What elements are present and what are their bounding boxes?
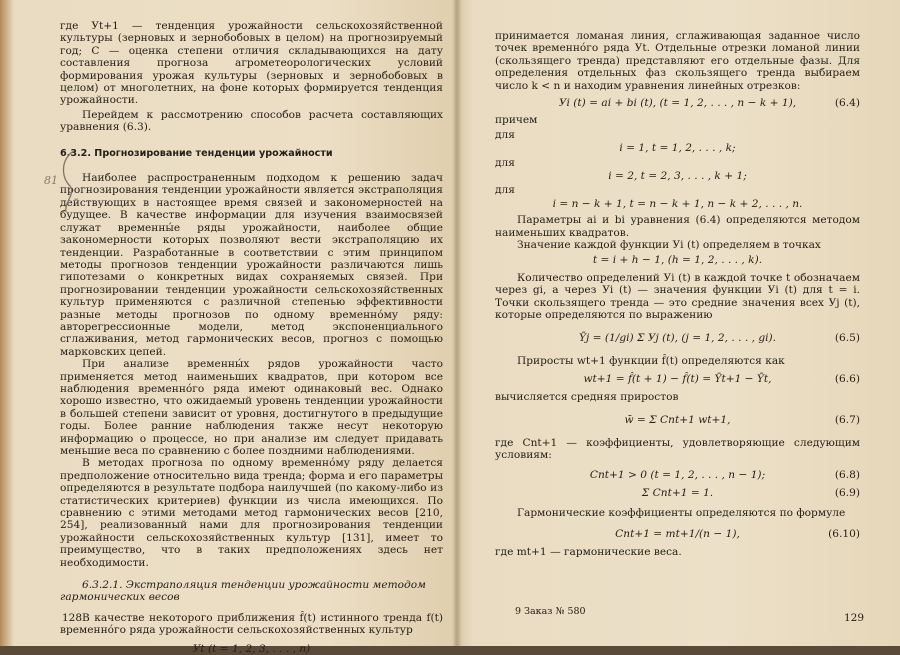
intro-paragraph: где Уt+1 — тенденция урожайности сельскохозяйственной культуры (зерновых и зернобобовых в целом) на прогнозируемый год; С — оценка степени отличия складывающихся на дату составления прогноза агрометеорологических условий формирования урожая культуры (зерновых и зернобобовых в целом) от многолетних, на фоне которых формируется тенденция урожайности. <box>60 20 443 107</box>
page-number-right: 129 <box>843 611 864 624</box>
paragraph-1: Наиболее распространенным подходом к решению задач прогнозирования тенденции урожайности является экстраполяция действующих в настоящее время связей и закономерностей на будущее. В качестве информации для изучения взаимосвязей служат временны́е ряды урожайности, наиболее общие закономерности которых позволяют вести экстраполяцию их тенденции. Разработанные в соответствии с этим принципом методы прогнозов тенденции урожайности различаются лишь гипотезами о конкретных видах сохраняемых связей. При прогнозировании тенденции урожайности сельскохозяйственных культур применяются с различной степенью эффективности разные методы прогнозов по одному временно́му ряду: авторегрессионные модели, метод экспоненциального сглаживания, метод гармонических весов, прогноз с помощью марковских цепей. <box>60 172 443 358</box>
formula-6-10 <box>495 528 860 540</box>
formula-6-4 <box>495 97 860 109</box>
formula-6-5 <box>495 331 860 346</box>
transition-paragraph: Перейдем к рассмотрению способов расчета составляющих уравнения (6.3). <box>60 108 443 134</box>
paragraph-4: В качестве некоторого приближения f̂(t) истинного тренда f(t) временно́го ряда урожайности сельскохозяйственных культур <box>60 611 443 637</box>
paragraph-5: Приросты wt+1 функции f̂(t) определяются как <box>517 354 785 367</box>
formula-6-7 <box>495 413 860 428</box>
equation-number: (6.4) <box>834 97 860 110</box>
paragraph-7: где Cnt+1 — коэффициенты, удовлетворяющие следующим условиям: <box>495 436 860 462</box>
paragraph-9: где mt+1 — гармонические веса. <box>495 546 682 559</box>
condition-1: i = 1, t = 1, 2, . . . , k; <box>619 142 736 155</box>
formula-text: Σ Cnt+1 = 1. <box>641 486 714 499</box>
section-heading: 6.3.2. Прогнозирование тенденции урожайности <box>60 147 333 159</box>
equation-number: (6.9) <box>834 486 860 499</box>
subsection-heading: 6.3.2.1. Экстраполяция тенденции урожайности методом гармонических весов <box>60 579 426 604</box>
pencil-margin-mark-icon <box>42 150 82 270</box>
equation-number: (6.8) <box>834 468 860 481</box>
formula-6-6 <box>495 373 860 385</box>
paragraph-1: принимается ломаная линия, сглаживающая заданное число точек временно́го ряда Уt. Отдельные отрезки ломаной линии (скользящего тренда) представляют его отдельные фазы. Для определения отдельных фаз скользящего тренда выбираем число k < n и находим уравнения линейных отрезков: <box>495 30 860 92</box>
formula-text: Ȳj = (1/gi) Σ Уj (t), (j = 1, 2, . . . , gi). <box>578 331 776 344</box>
formula-6-9 <box>495 487 860 499</box>
book-gutter <box>452 0 462 646</box>
paragraph-2: При анализе временны́х рядов урожайности часто применяется метод наименьших квадратов, при котором все наблюдения временно́го ряда имеют одинаковый вес. Однако хорошо известно, что ожидаемый уровень тенденции урожайности в большей степени зависит от уровня, достигнутого в предыдущие годы. Более ранние наблюдения также несут некоторую информацию о процессе, но при анализе им следует придавать меньшие веса по сравнению с более поздними наблюдениями. <box>60 358 443 457</box>
dlya-label: для <box>495 128 515 141</box>
condition-3: i = n − k + 1, t = n − k + 1, n − k + 2, . . . , n. <box>552 197 803 210</box>
paragraph-2: Параметры ai и bi уравнения (6.4) определяются методом наименьших квадратов. <box>495 214 860 239</box>
formula-6-8 <box>495 469 860 481</box>
paragraph-4: Количество определений Уi (t) в каждой точке t обозначаем через gi, а через Уi (t) — значения функции Уi (t) для t = i. Точки скользящего тренда — это средние значения всех Уj (t), которые определяются по выражению <box>495 271 860 322</box>
paragraph-8: Гармонические коэффициенты определяются по формуле <box>517 507 846 520</box>
right-page <box>455 0 900 646</box>
prichem-label: причем <box>495 114 538 127</box>
equation-number: (6.6) <box>834 372 860 385</box>
dlya-label: для <box>495 156 515 169</box>
equation-number: (6.5) <box>834 331 860 344</box>
formula-text: Уi (t) = ai + bi (t), (t = 1, 2, . . . , n − k + 1), <box>558 97 797 110</box>
paragraph-3: Значение каждой функции Уi (t) определяем в точках <box>517 239 821 252</box>
formula-text: wt+1 = f̂(t + 1) − f̂(t) = Ȳt+1 − Ȳt, <box>583 372 772 385</box>
formula-series: Уt (t = 1, 2, 3, . . . , n) <box>192 642 311 655</box>
equation-number: (6.7) <box>834 413 860 426</box>
formula-points: t = i + h − 1, (h = 1, 2, . . . , k). <box>592 253 763 266</box>
paragraph-3: В методах прогноза по одному временно́му ряду делается предположение относительно вида тренда; форма и его параметры определяются в результате подбора наилучшей (по какому-либо из статистических критериев) функции из числа имеющихся. По сравнению с этими методами метод гармонических весов [210, 254], реализованный нами для прогнозирования тенденции урожайности сельскохозяйственных культур [131], имеет то преимущество, что в таких предположениях здесь нет необходимости. <box>60 457 443 569</box>
paragraph-6: вычисляется средняя приростов <box>495 391 679 404</box>
page-number-left: 128 <box>62 611 83 624</box>
formula-text: Cnt+1 > 0 (t = 1, 2, . . . , n − 1); <box>589 468 766 481</box>
formula-text: w̄ = Σ Cnt+1 wt+1, <box>624 413 731 426</box>
printing-order-note: 9 Заказ № 580 <box>515 605 586 617</box>
condition-2: i = 2, t = 2, 3, . . . , k + 1; <box>608 170 747 183</box>
svg-text:81: 81 <box>44 174 58 187</box>
equation-number: (6.10) <box>828 527 860 540</box>
dlya-label: для <box>495 184 515 197</box>
formula-text: Cnt+1 = mt+1/(n − 1), <box>615 527 740 540</box>
